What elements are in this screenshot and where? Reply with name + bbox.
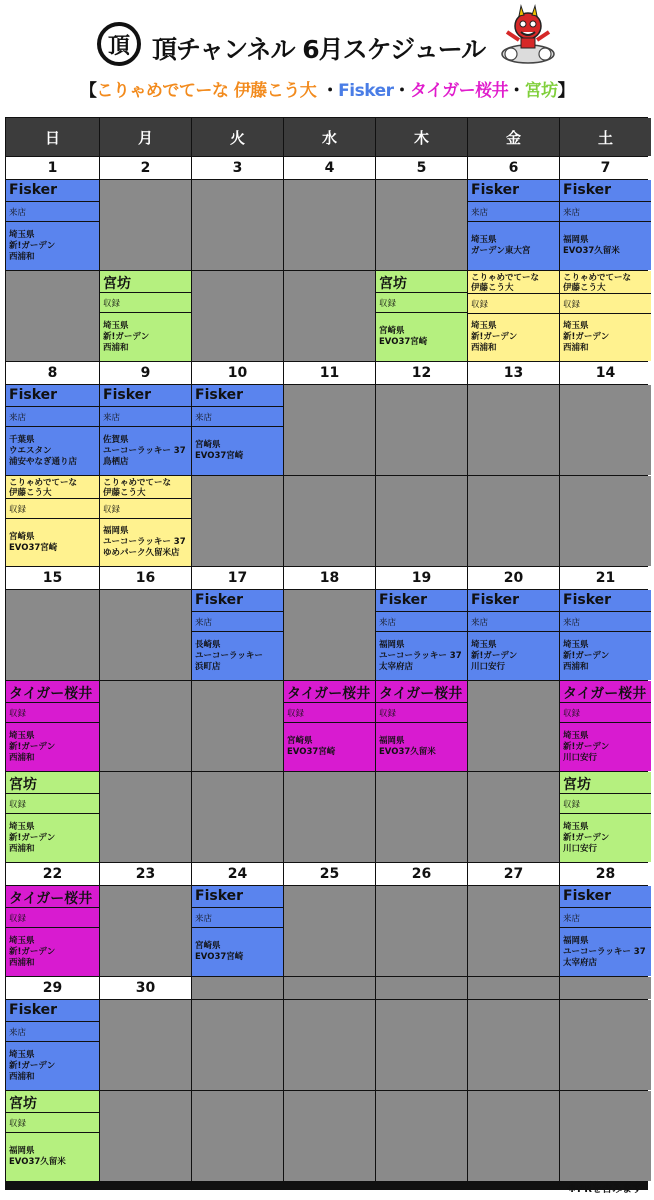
event-performer-name: Fisker	[9, 1002, 58, 1018]
weekday-header: 土	[560, 118, 651, 156]
divider	[6, 1021, 99, 1022]
event-location: 埼玉県 新!ガーデン 西浦和	[103, 320, 150, 353]
divider	[284, 702, 375, 703]
event-kind: 来店	[471, 208, 489, 218]
event-fisker	[192, 886, 283, 976]
legend-part: 【	[79, 81, 97, 101]
event-location: 千葉県 ウエスタン 浦安やなぎ通り店	[9, 434, 78, 467]
legend-part: ・	[508, 81, 525, 101]
divider	[192, 406, 283, 407]
divider	[100, 426, 191, 427]
date-cell: 28	[560, 863, 651, 885]
event-performer-name: Fisker	[563, 182, 612, 198]
divider	[468, 221, 559, 222]
date-cell: 20	[468, 567, 559, 589]
event-performer-name: Fisker	[195, 888, 244, 904]
date-cell: 19	[376, 567, 467, 589]
empty-slot	[560, 476, 651, 566]
event-performer-name: タイガー桜井	[287, 686, 371, 702]
weekday-header: 日	[6, 118, 99, 156]
empty-slot	[284, 180, 375, 270]
divider	[6, 498, 99, 499]
event-tiger	[284, 681, 375, 771]
divider	[6, 406, 99, 407]
empty-slot	[468, 1091, 559, 1181]
divider	[192, 631, 283, 632]
date-cell: 23	[100, 863, 191, 885]
divider	[192, 907, 283, 908]
event-kind: 収録	[379, 709, 397, 719]
event-fisker	[6, 1000, 99, 1090]
empty-slot	[100, 1091, 191, 1181]
event-location: 宮崎県 EVO37宮崎	[379, 326, 428, 347]
divider	[376, 292, 467, 293]
event-kind: 収録	[103, 299, 121, 309]
divider	[6, 201, 99, 202]
date-cell: 30	[100, 977, 191, 999]
empty-slot	[468, 385, 559, 475]
calendar-grid	[5, 117, 648, 1190]
page-header	[0, 0, 654, 108]
event-location: 福岡県 EVO37久留米	[379, 736, 436, 757]
divider	[6, 927, 99, 928]
event-location: 長崎県 ユーコーラッキー 浜町店	[195, 639, 263, 672]
empty-date-cell	[376, 977, 467, 999]
divider	[6, 907, 99, 908]
event-location: 埼玉県 新!ガーデン 西浦和	[9, 935, 56, 968]
event-miyabo	[100, 271, 191, 361]
empty-slot	[376, 180, 467, 270]
event-miyabo	[560, 772, 651, 862]
date-cell: 22	[6, 863, 99, 885]
divider	[284, 722, 375, 723]
event-performer-name: こりゃめでてーな 伊藤こう大	[563, 273, 632, 293]
event-location: 埼玉県 新!ガーデン 川口安行	[563, 821, 610, 854]
event-fisker	[6, 385, 99, 475]
empty-slot	[192, 271, 283, 361]
event-kind: 来店	[563, 914, 581, 924]
event-performer-name: Fisker	[103, 387, 152, 403]
empty-slot	[284, 772, 375, 862]
empty-slot	[468, 886, 559, 976]
date-cell: 26	[376, 863, 467, 885]
event-kind: 来店	[103, 413, 121, 423]
event-kind: 来店	[195, 914, 213, 924]
empty-slot	[376, 886, 467, 976]
divider	[468, 313, 559, 314]
divider	[6, 426, 99, 427]
empty-slot	[376, 1091, 467, 1181]
empty-slot	[468, 1000, 559, 1090]
event-performer-name: Fisker	[471, 592, 520, 608]
event-location: 埼玉県 新!ガーデン 西浦和	[563, 639, 610, 672]
empty-slot	[560, 1091, 651, 1181]
weekday-header: 金	[468, 118, 559, 156]
divider	[560, 793, 651, 794]
event-location: 福岡県 ユーコーラッキー 37 太宰府店	[563, 935, 646, 968]
event-fisker	[468, 590, 559, 680]
divider	[100, 498, 191, 499]
event-location: 宮崎県 EVO37宮崎	[195, 440, 244, 461]
empty-slot	[100, 886, 191, 976]
date-cell: 8	[6, 362, 99, 384]
event-kind: 収録	[471, 300, 489, 310]
empty-slot	[376, 385, 467, 475]
event-performer-name: Fisker	[563, 592, 612, 608]
empty-slot	[192, 1000, 283, 1090]
event-kind: 来店	[9, 208, 27, 218]
date-cell: 7	[560, 157, 651, 179]
empty-slot	[468, 476, 559, 566]
weekday-header: 水	[284, 118, 375, 156]
event-location: 福岡県 ユーコーラッキー 37 太宰府店	[379, 639, 462, 672]
empty-slot	[560, 1000, 651, 1090]
legend-part: ・	[316, 81, 339, 101]
event-kind: 収録	[287, 709, 305, 719]
event-fisker	[468, 180, 559, 270]
page-title: 頂チャンネル 6月スケジュール	[152, 35, 486, 64]
date-cell: 2	[100, 157, 191, 179]
divider	[6, 813, 99, 814]
event-kind: 収録	[563, 709, 581, 719]
event-performer-name: 宮坊	[9, 777, 37, 793]
divider	[6, 722, 99, 723]
date-cell: 3	[192, 157, 283, 179]
divider	[6, 1041, 99, 1042]
event-performer-name: Fisker	[9, 182, 58, 198]
event-location: 福岡県 ユーコーラッキー 37 ゆめパーク久留米店	[103, 526, 186, 558]
divider	[560, 611, 651, 612]
performer-legend	[0, 76, 654, 101]
event-location: 埼玉県 新!ガーデン 西浦和	[9, 730, 56, 763]
event-koriyame	[6, 476, 99, 566]
divider	[6, 702, 99, 703]
empty-slot	[468, 681, 559, 771]
event-kind: 来店	[563, 618, 581, 628]
empty-slot	[100, 590, 191, 680]
event-location: 福岡県 EVO37久留米	[9, 1146, 66, 1167]
empty-slot	[6, 590, 99, 680]
empty-slot	[284, 271, 375, 361]
empty-slot	[284, 476, 375, 566]
date-cell: 27	[468, 863, 559, 885]
event-location: 埼玉県 新!ガーデン 西浦和	[9, 229, 56, 262]
date-cell: 10	[192, 362, 283, 384]
event-fisker	[560, 180, 651, 270]
date-cell: 13	[468, 362, 559, 384]
pr-footnote: ※PRを含みます	[567, 1184, 642, 1195]
event-kind: 来店	[195, 413, 213, 423]
empty-slot	[284, 886, 375, 976]
empty-slot	[468, 772, 559, 862]
empty-slot	[284, 1000, 375, 1090]
event-location: 埼玉県 新!ガーデン 川口安行	[471, 639, 518, 672]
event-performer-name: こりゃめでてーな 伊藤こう大	[471, 273, 540, 293]
empty-slot	[6, 271, 99, 361]
empty-slot	[376, 1000, 467, 1090]
empty-date-cell	[284, 977, 375, 999]
divider	[100, 406, 191, 407]
empty-date-cell	[560, 977, 651, 999]
date-cell: 12	[376, 362, 467, 384]
event-performer-name: 宮坊	[9, 1096, 37, 1112]
empty-slot	[560, 385, 651, 475]
event-kind: 収録	[9, 914, 27, 924]
event-fisker	[376, 590, 467, 680]
empty-slot	[284, 1091, 375, 1181]
weekday-header: 火	[192, 118, 283, 156]
event-fisker	[560, 590, 651, 680]
event-kind: 来店	[563, 208, 581, 218]
date-cell: 15	[6, 567, 99, 589]
divider	[560, 201, 651, 202]
event-performer-name: こりゃめでてーな 伊藤こう大	[9, 478, 78, 498]
event-performer-name: Fisker	[471, 182, 520, 198]
event-kind: 来店	[9, 413, 27, 423]
event-fisker	[560, 886, 651, 976]
divider	[560, 722, 651, 723]
divider	[6, 1112, 99, 1113]
event-kind: 来店	[9, 1028, 27, 1038]
event-tiger	[6, 886, 99, 976]
event-tiger	[376, 681, 467, 771]
event-fisker	[6, 180, 99, 270]
divider	[560, 221, 651, 222]
event-location: 宮崎県 EVO37宮崎	[9, 531, 58, 553]
oni-mascot-icon	[497, 4, 559, 66]
event-kind: 収録	[9, 1119, 27, 1129]
date-cell: 18	[284, 567, 375, 589]
date-cell: 6	[468, 157, 559, 179]
empty-slot	[192, 772, 283, 862]
event-performer-name: こりゃめでてーな 伊藤こう大	[103, 478, 172, 498]
event-miyabo	[6, 1091, 99, 1181]
event-performer-name: 宮坊	[103, 276, 131, 292]
divider	[100, 518, 191, 519]
divider	[6, 221, 99, 222]
legend-part: ・	[393, 81, 410, 101]
event-performer-name: Fisker	[195, 592, 244, 608]
empty-date-cell	[192, 977, 283, 999]
divider	[376, 702, 467, 703]
divider	[468, 611, 559, 612]
event-location: 福岡県 EVO37久留米	[563, 235, 620, 256]
event-location: 宮崎県 EVO37宮崎	[287, 736, 336, 757]
divider	[560, 907, 651, 908]
channel-logo: 頂	[97, 22, 141, 66]
event-performer-name: 宮坊	[563, 777, 591, 793]
divider	[6, 793, 99, 794]
event-kind: 収録	[563, 800, 581, 810]
date-cell: 29	[6, 977, 99, 999]
legend-part: Fisker	[338, 81, 394, 101]
date-cell: 25	[284, 863, 375, 885]
divider	[6, 1132, 99, 1133]
divider	[376, 631, 467, 632]
divider	[468, 201, 559, 202]
weekday-header: 木	[376, 118, 467, 156]
event-kind: 収録	[9, 505, 27, 515]
event-tiger	[560, 681, 651, 771]
divider	[560, 813, 651, 814]
event-koriyame	[468, 271, 559, 361]
divider	[100, 312, 191, 313]
divider	[376, 611, 467, 612]
divider	[376, 722, 467, 723]
empty-slot	[376, 772, 467, 862]
event-fisker	[192, 385, 283, 475]
event-location: 埼玉県 新!ガーデン 西浦和	[471, 321, 518, 353]
date-cell: 17	[192, 567, 283, 589]
empty-slot	[192, 476, 283, 566]
event-location: 埼玉県 新!ガーデン 西浦和	[9, 1049, 56, 1082]
divider	[468, 631, 559, 632]
event-kind: 来店	[195, 618, 213, 628]
event-location: 埼玉県 新!ガーデン 西浦和	[9, 821, 56, 854]
divider	[100, 292, 191, 293]
divider	[192, 927, 283, 928]
event-kind: 来店	[471, 618, 489, 628]
weekday-header: 月	[100, 118, 191, 156]
event-location: 佐賀県 ユーコーラッキー 37 鳥栖店	[103, 434, 186, 467]
divider	[6, 518, 99, 519]
event-fisker	[192, 590, 283, 680]
divider	[560, 702, 651, 703]
event-performer-name: Fisker	[563, 888, 612, 904]
empty-slot	[376, 476, 467, 566]
event-location: 埼玉県 新!ガーデン 西浦和	[563, 321, 610, 353]
event-kind: 収録	[563, 300, 581, 310]
divider	[376, 312, 467, 313]
event-location: 宮崎県 EVO37宮崎	[195, 941, 244, 962]
legend-part: 】	[557, 81, 575, 101]
event-kind: 収録	[103, 505, 121, 515]
divider	[192, 611, 283, 612]
event-koriyame	[560, 271, 651, 361]
event-koriyame	[100, 476, 191, 566]
date-cell: 1	[6, 157, 99, 179]
event-miyabo	[6, 772, 99, 862]
event-performer-name: 宮坊	[379, 276, 407, 292]
empty-slot	[100, 772, 191, 862]
date-cell: 14	[560, 362, 651, 384]
event-location: 埼玉県 新!ガーデン 川口安行	[563, 730, 610, 763]
event-fisker	[100, 385, 191, 475]
event-kind: 収録	[379, 299, 397, 309]
event-kind: 来店	[379, 618, 397, 628]
event-performer-name: タイガー桜井	[9, 686, 93, 702]
empty-slot	[100, 180, 191, 270]
legend-part: 宮坊	[524, 81, 558, 101]
empty-slot	[284, 590, 375, 680]
event-performer-name: Fisker	[9, 387, 58, 403]
date-cell: 11	[284, 362, 375, 384]
date-cell: 16	[100, 567, 191, 589]
event-performer-name: Fisker	[195, 387, 244, 403]
event-performer-name: タイガー桜井	[9, 891, 93, 907]
divider	[560, 927, 651, 928]
event-location: 埼玉県 ガーデン東大宮	[471, 235, 531, 256]
divider	[560, 313, 651, 314]
legend-part: タイガー桜井	[410, 81, 509, 101]
event-performer-name: タイガー桜井	[379, 686, 463, 702]
divider	[468, 293, 559, 294]
empty-slot	[100, 681, 191, 771]
empty-date-cell	[468, 977, 559, 999]
empty-slot	[192, 1091, 283, 1181]
date-cell: 5	[376, 157, 467, 179]
divider	[560, 293, 651, 294]
event-kind: 収録	[9, 800, 27, 810]
empty-slot	[192, 180, 283, 270]
empty-slot	[284, 385, 375, 475]
event-miyabo	[376, 271, 467, 361]
empty-slot	[192, 681, 283, 771]
event-performer-name: Fisker	[379, 592, 428, 608]
event-tiger	[6, 681, 99, 771]
divider	[192, 426, 283, 427]
date-cell: 4	[284, 157, 375, 179]
empty-slot	[100, 1000, 191, 1090]
date-cell: 21	[560, 567, 651, 589]
divider	[560, 631, 651, 632]
event-kind: 収録	[9, 709, 27, 719]
date-cell: 24	[192, 863, 283, 885]
event-performer-name: タイガー桜井	[563, 686, 647, 702]
legend-part: こりゃめでてーな 伊藤こう大	[96, 81, 317, 101]
date-cell: 9	[100, 362, 191, 384]
